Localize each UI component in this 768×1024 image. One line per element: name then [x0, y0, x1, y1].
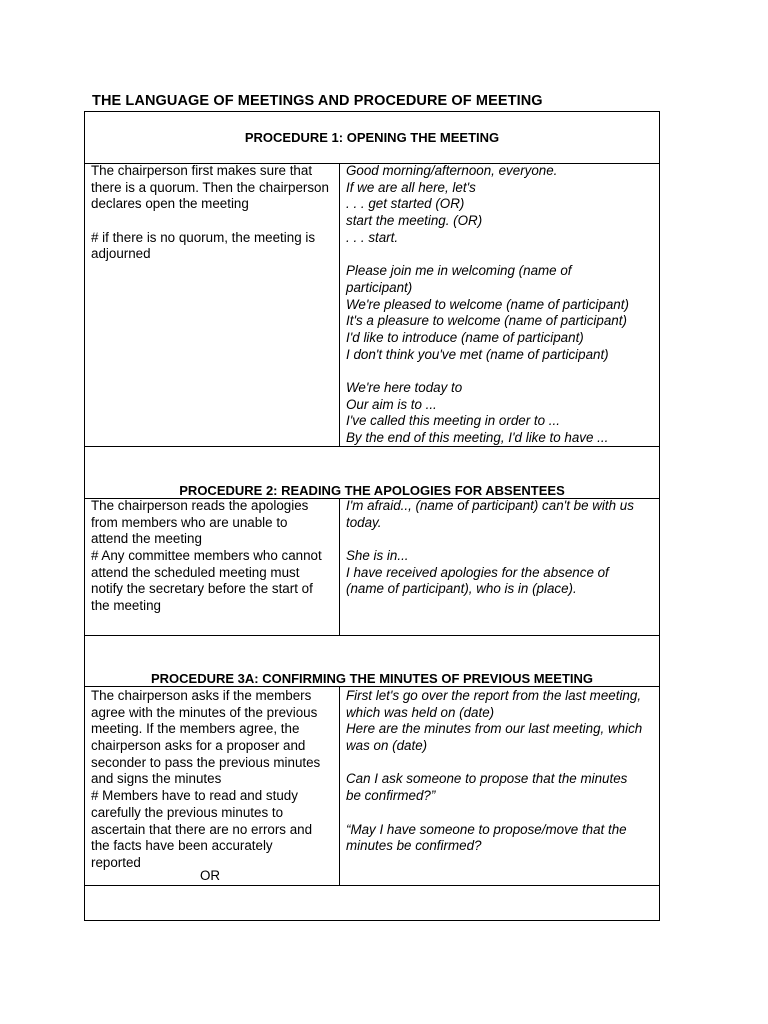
- text-line: I'd like to introduce (name of participant): [346, 329, 584, 345]
- column-divider: [339, 686, 340, 885]
- text-line: was on (date): [346, 738, 428, 754]
- text-line: there is a quorum. Then the chairperson: [91, 179, 329, 195]
- text-line: reported: [91, 854, 141, 870]
- column-divider: [339, 163, 340, 446]
- procedure-3a-heading: PROCEDURE 3A: CONFIRMING THE MINUTES OF PREVIOUS MEETING: [150, 671, 594, 686]
- text-line: I'm afraid.., (name of participant) can't be with us: [346, 498, 634, 513]
- text-line: attend the scheduled meeting must: [91, 564, 300, 580]
- row-divider: [84, 885, 660, 886]
- text-line: The chairperson asks if the members: [91, 688, 312, 703]
- row-divider: [84, 635, 660, 636]
- text-line: meeting. If the members agree, the: [91, 721, 300, 737]
- text-line: We're pleased to welcome (name of participant): [346, 296, 629, 312]
- text-line: participant): [346, 279, 413, 295]
- text-line: . . . start.: [346, 229, 399, 245]
- text-line: the facts have been accurately: [91, 838, 273, 854]
- text-line: adjourned: [91, 246, 151, 262]
- procedure-1-heading: PROCEDURE 1: OPENING THE MEETING: [244, 130, 500, 145]
- document-title: THE LANGUAGE OF MEETINGS AND PROCEDURE OF MEETING: [92, 93, 543, 109]
- text-line: If we are all here, let's: [346, 179, 476, 195]
- text-line: Here are the minutes from our last meeting, which: [346, 721, 643, 737]
- text-line: She is in...: [346, 548, 409, 564]
- text-line: from members who are unable to: [91, 514, 288, 530]
- text-line: . . . get started (OR): [346, 196, 465, 212]
- text-line: I don't think you've met (name of participant): [346, 346, 609, 362]
- text-line: seconder to pass the previous minutes: [91, 754, 321, 770]
- text-line: By the end of this meeting, I'd like to have ...: [346, 430, 609, 445]
- text-line: Please join me in welcoming (name of: [346, 263, 572, 279]
- text-line: I've called this meeting in order to ...: [346, 413, 560, 429]
- text-line: be confirmed?”: [346, 788, 436, 804]
- procedure-3a-description: [91, 688, 320, 872]
- text-line: minutes be confirmed?: [346, 838, 482, 854]
- procedure-2-description: [91, 498, 322, 615]
- procedure-2-heading: PROCEDURE 2: READING THE APOLOGIES FOR ABSENTEES: [179, 483, 565, 498]
- procedure-3a-phrases: [346, 688, 642, 855]
- blank-line: [346, 755, 642, 772]
- text-line: Good morning/afternoon, everyone.: [346, 163, 558, 178]
- text-line: the meeting: [91, 598, 161, 614]
- blank-line: [346, 246, 629, 263]
- text-line: Can I ask someone to propose that the minutes: [346, 771, 628, 787]
- column-divider: [339, 498, 340, 635]
- blank-line: [91, 213, 329, 230]
- blank-line: [346, 363, 629, 380]
- text-line: notify the secretary before the start of: [91, 581, 313, 597]
- text-line: which was held on (date): [346, 704, 495, 720]
- text-line: Our aim is to ...: [346, 396, 437, 412]
- row-divider: [84, 686, 660, 687]
- text-line: attend the meeting: [91, 531, 202, 547]
- text-line: “May I have someone to propose/move that the: [346, 821, 627, 837]
- text-line: I have received apologies for the absence of: [346, 564, 609, 580]
- text-line: today.: [346, 514, 382, 530]
- procedure-2-phrases: [346, 498, 634, 598]
- procedure-1-description: [91, 163, 329, 263]
- text-line: ascertain that there are no errors and: [91, 821, 313, 837]
- blank-line: [346, 805, 642, 822]
- procedure-1-phrases: [346, 163, 629, 447]
- blank-line: [346, 531, 634, 548]
- text-line: # Any committee members who cannot: [91, 548, 322, 564]
- text-line: carefully the previous minutes to: [91, 804, 284, 820]
- text-line: The chairperson first makes sure that: [91, 163, 313, 178]
- text-line: (name of participant), who is in (place).: [346, 581, 577, 597]
- text-line: start the meeting. (OR): [346, 213, 483, 229]
- text-line: It's a pleasure to welcome (name of participant): [346, 313, 627, 329]
- text-line: The chairperson reads the apologies: [91, 498, 309, 513]
- text-line: declares open the meeting: [91, 196, 249, 212]
- text-line: First let's go over the report from the last meeting,: [346, 688, 642, 703]
- text-line: # if there is no quorum, the meeting is: [91, 229, 316, 245]
- text-line: chairperson asks for a proposer and: [91, 738, 306, 754]
- text-line: and signs the minutes: [91, 771, 222, 787]
- text-line: # Members have to read and study: [91, 788, 298, 804]
- or-label: OR: [200, 868, 221, 883]
- text-line: We're here today to: [346, 379, 463, 395]
- text-line: agree with the minutes of the previous: [91, 704, 318, 720]
